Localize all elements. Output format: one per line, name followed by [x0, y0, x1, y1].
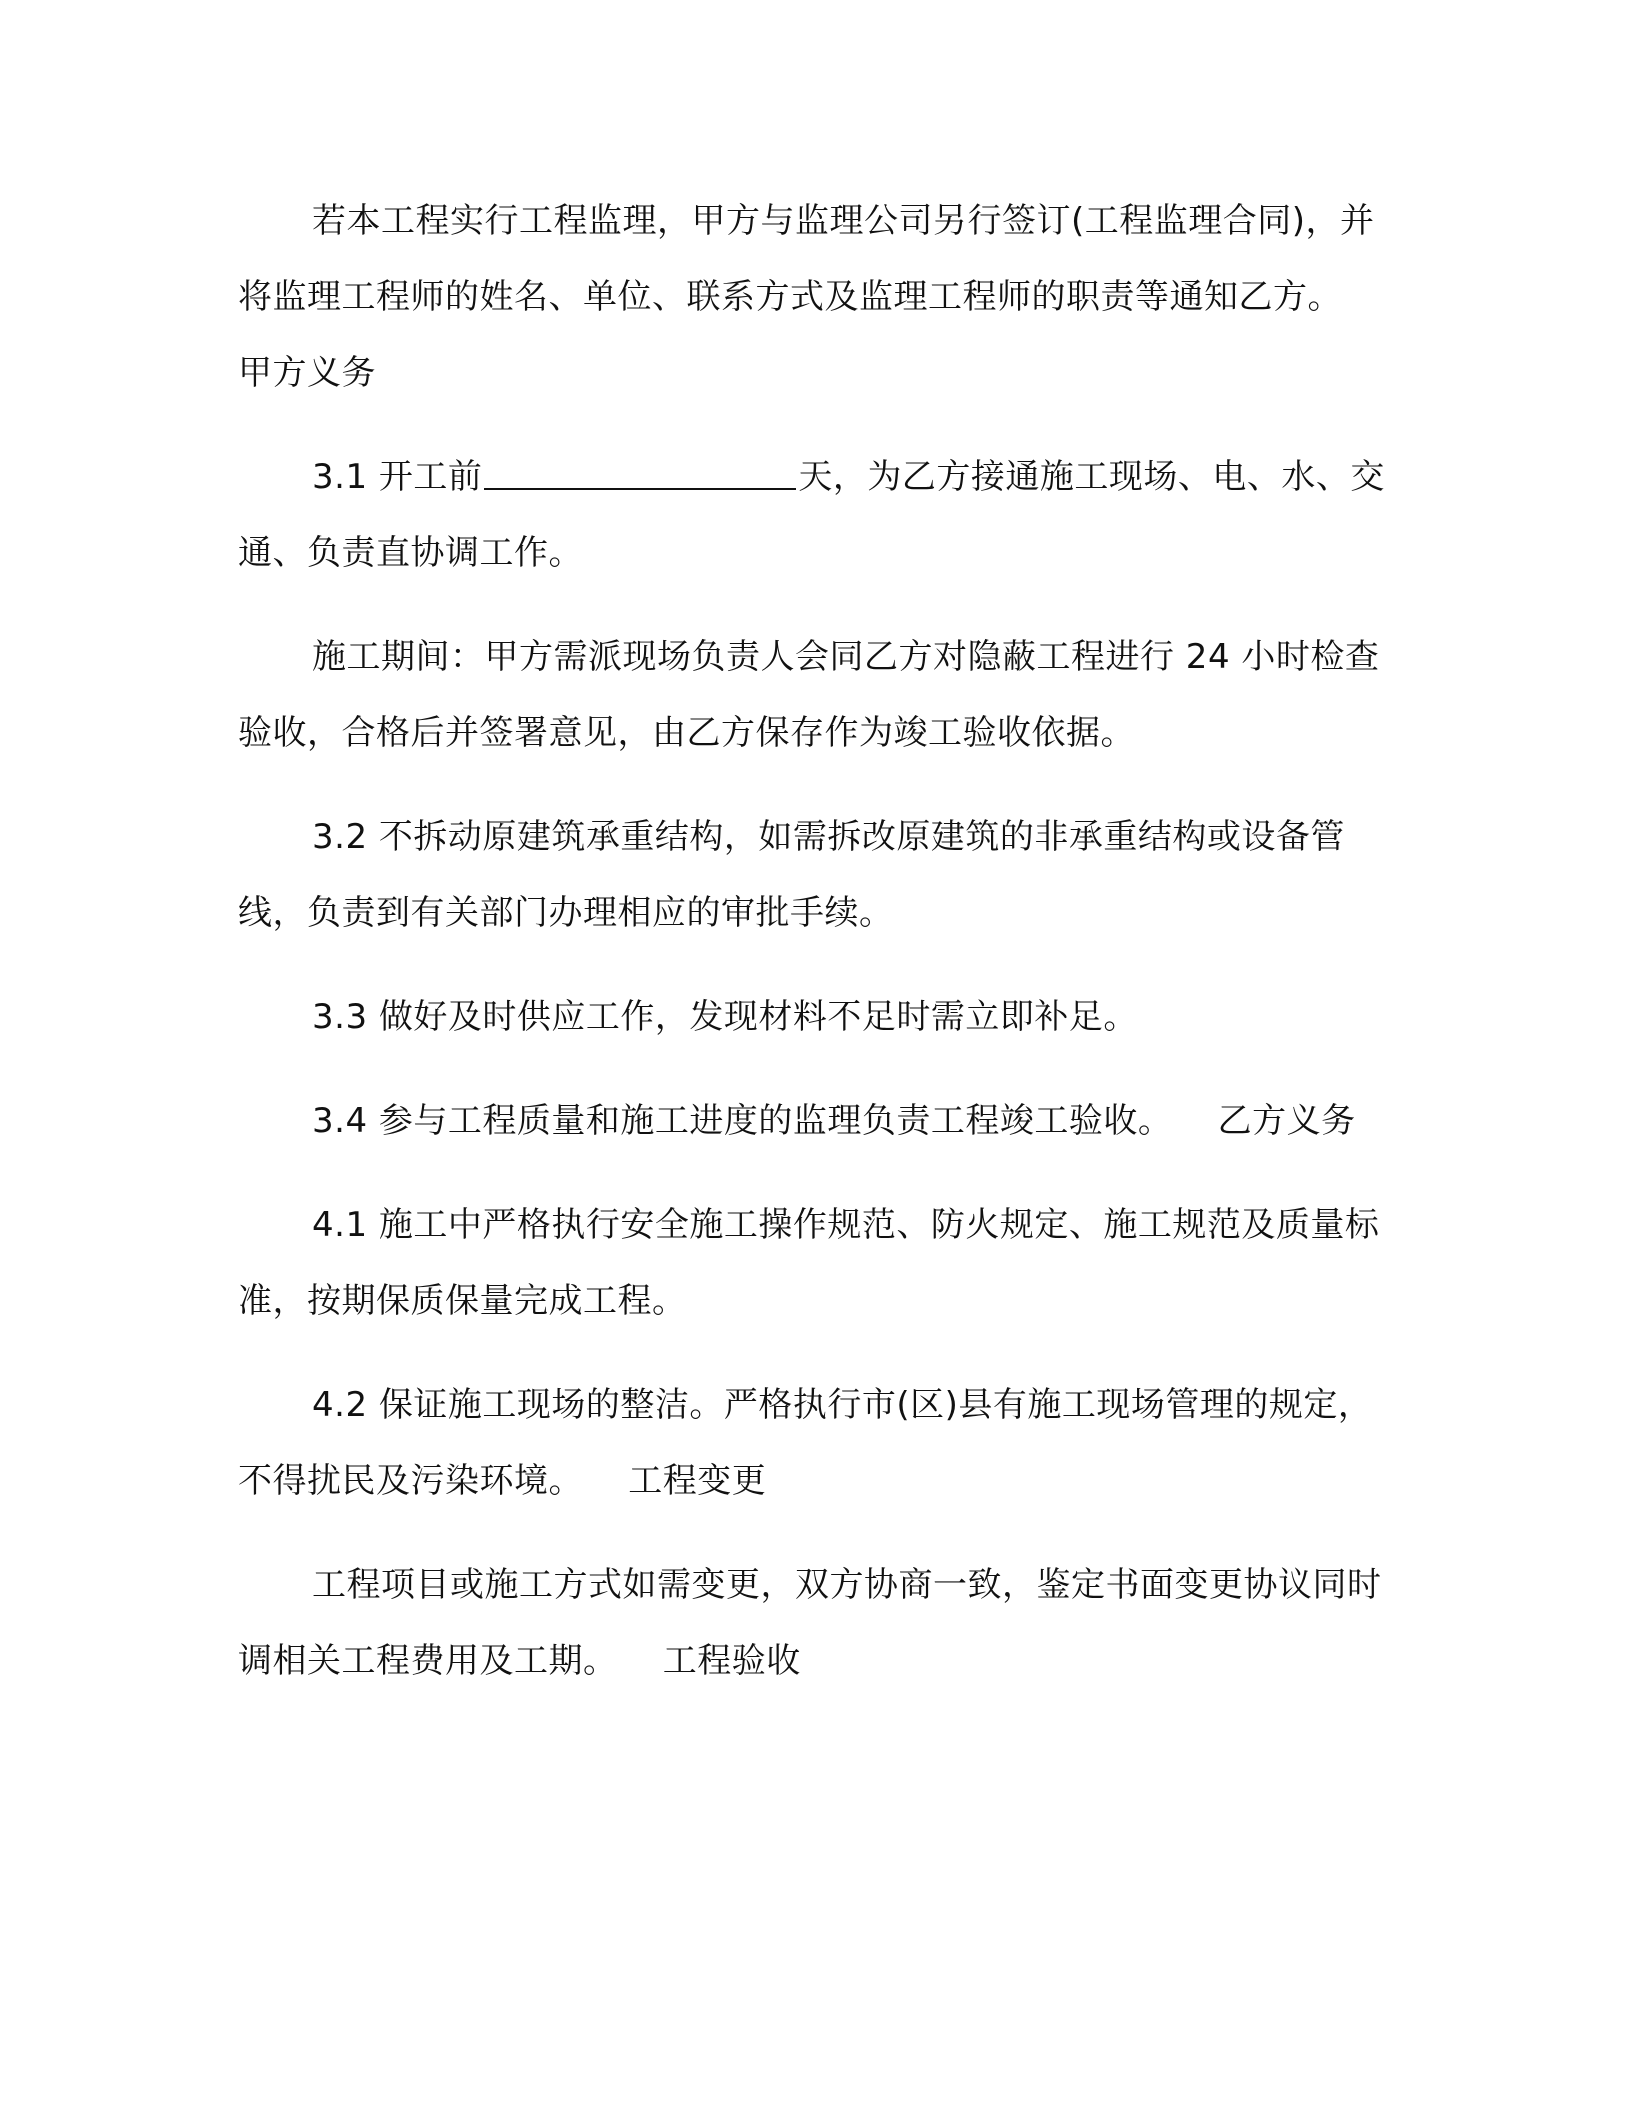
document-body — [238, 183, 1398, 1699]
paragraph-construction-period: 施工期间：甲方需派现场负责人会同乙方对隐蔽工程进行 24 小时检查验收，合格后并签署意见，由乙方保存作为竣工验收依据。 — [238, 637, 1380, 753]
paragraph-gap — [238, 771, 1398, 799]
fill-in-blank[interactable] — [484, 454, 796, 490]
paragraph-4-1: 4.1 施工中严格执行安全施工操作规范、防火规定、施工规范及质量标准，按期保质保量完成工程。 — [238, 1205, 1380, 1321]
paragraph-3-3: 3.3 做好及时供应工作，发现材料不足时需立即补足。 — [312, 997, 1138, 1037]
paragraph-3-1 — [238, 439, 1398, 591]
paragraph-gap — [238, 1159, 1398, 1187]
paragraph-supervision: 若本工程实行工程监理，甲方与监理公司另行签订(工程监理合同)，并将监理工程师的姓名、单位、联系方式及监理工程师的职责等通知乙方。 甲方义务 — [238, 201, 1388, 393]
paragraph-3-4: 3.4 参与工程质量和施工进度的监理负责工程竣工验收。 乙方义务 — [312, 1101, 1356, 1141]
paragraph-gap — [238, 1519, 1398, 1547]
paragraph-gap — [238, 591, 1398, 619]
paragraph-gap — [238, 1055, 1398, 1083]
paragraph-3-2: 3.2 不拆动原建筑承重结构，如需拆改原建筑的非承重结构或设备管线，负责到有关部门办理相应的审批手续。 — [238, 817, 1345, 933]
paragraph-gap — [238, 411, 1398, 439]
paragraph-3-1-after: 天，为乙方接通施工现场、电、水、交通、负责直协调工作。 — [238, 457, 1385, 573]
paragraph-gap — [238, 1339, 1398, 1367]
paragraph-4-2: 4.2 保证施工现场的整洁。严格执行市(区)县有施工现场管理的规定，不得扰民及污染环境。 工程变更 — [238, 1385, 1373, 1501]
paragraph-gap — [238, 951, 1398, 979]
paragraph-changes: 工程项目或施工方式如需变更，双方协商一致，鉴定书面变更协议同时调相关工程费用及工期。 工程验收 — [238, 1565, 1382, 1681]
paragraph-3-1-before: 3.1 开工前 — [312, 457, 483, 497]
